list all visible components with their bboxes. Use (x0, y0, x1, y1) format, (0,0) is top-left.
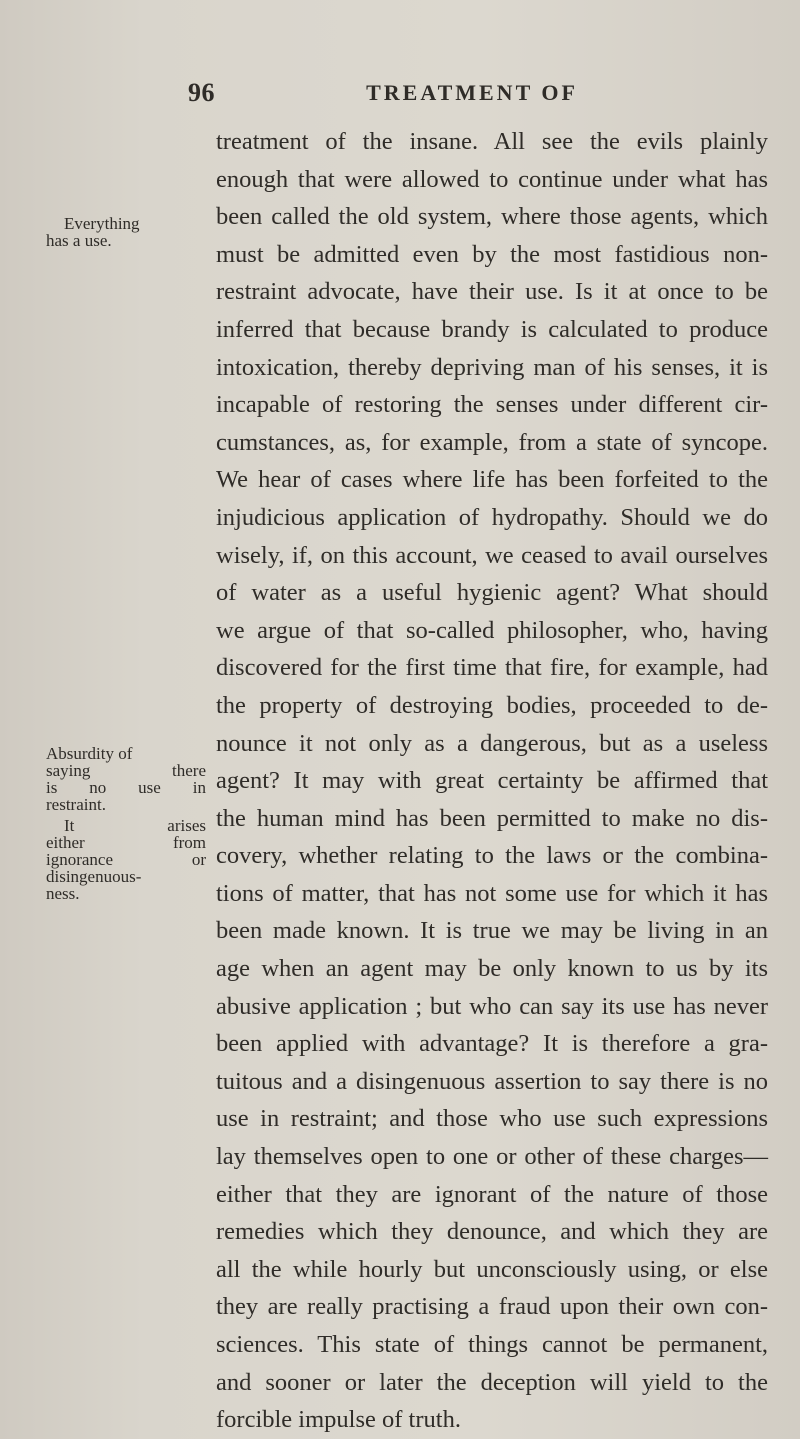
body-line: lay themselves open to one or other of these charges— (216, 1143, 768, 1171)
body-line: tions of matter, that has not some use for which it has (216, 879, 768, 907)
body-line: abusive application ; but who can say its use has never (216, 992, 768, 1020)
body-line: they are really practising a fraud upon their own con- (216, 1293, 768, 1321)
body-line: wisely, if, on this account, we ceased to avail ourselves (216, 541, 768, 569)
body-line: treatment of the insane. All see the evils plainly (216, 128, 768, 155)
body-line: inferred that because brandy is calculated to produce (216, 315, 768, 343)
body-line: discovered for the first time that fire, for example, had (216, 654, 768, 682)
body-line: been called the old system, where those agents, which (216, 203, 768, 231)
margin-note-line: is no use in (46, 778, 206, 797)
running-head (188, 78, 768, 110)
running-title: TREATMENT OF (366, 80, 578, 105)
body-line: tuitous and a disingenuous assertion to say there is no (216, 1067, 768, 1095)
body-line: been applied with advantage? It is therefore a gra- (216, 1030, 768, 1058)
body-line: We hear of cases where life has been forfeited to the (216, 466, 768, 494)
margin-note-line: either from (46, 833, 206, 852)
body-line: nounce it not only as a dangerous, but as a useless (216, 729, 768, 757)
body-line: agent? It may with great certainty be affirmed that (216, 767, 768, 795)
margin-note-ignorance (46, 817, 206, 902)
margin-note-everything-has-use (46, 215, 206, 249)
body-line: must be admitted even by the most fastidious non- (216, 240, 768, 268)
body-line: we argue of that so-called philosopher, who, having (216, 616, 768, 644)
margin-note-line: ignorance or (46, 850, 206, 869)
margin-note-line: saying there (46, 761, 206, 780)
body-line: either that they are ignorant of the nature of those (216, 1180, 768, 1208)
margin-note-line: disingenuous- (46, 867, 142, 886)
margin-note-line: Everything (64, 214, 140, 233)
body-paragraph (216, 123, 768, 1439)
body-line: the property of destroying bodies, proceeded to de- (216, 691, 768, 719)
body-line: of water as a useful hygienic agent? What should (216, 579, 768, 607)
body-line: incapable of restoring the senses under different cir- (216, 391, 768, 419)
body-line: sciences. This state of things cannot be permanent, (216, 1331, 768, 1358)
margin-note-line: Absurdity of (46, 744, 133, 763)
body-line: remedies which they denounce, and which they are (216, 1218, 768, 1246)
page-number: 96 (188, 78, 215, 107)
margin-note-line: restraint. (46, 795, 106, 814)
body-line: covery, whether relating to the laws or the combina- (216, 842, 768, 870)
margin-note-line: It arises (64, 816, 206, 835)
body-line: and sooner or later the deception will yield to the (216, 1368, 768, 1396)
margin-note-line: ness. (46, 884, 80, 903)
margin-note-absurdity (46, 745, 206, 813)
body-line: restraint advocate, have their use. Is it at once to be (216, 278, 768, 306)
body-line: use in restraint; and those who use such expressions (216, 1105, 768, 1133)
body-line: all the while hourly but unconsciously using, or else (216, 1255, 768, 1283)
body-line: injudicious application of hydropathy. Should we do (216, 503, 768, 531)
body-line: forcible impulse of truth. (216, 1406, 461, 1434)
body-line: been made known. It is true we may be living in an (216, 917, 768, 945)
body-line: intoxication, thereby depriving man of his senses, it is (216, 353, 768, 381)
body-line: age when an agent may be only known to us by its (216, 955, 768, 983)
body-line: enough that were allowed to continue under what has (216, 165, 768, 193)
body-line: cumstances, as, for example, from a state of syncope. (216, 428, 768, 456)
margin-note-line: has a use. (46, 231, 112, 250)
body-line: the human mind has been permitted to make no dis- (216, 804, 768, 832)
